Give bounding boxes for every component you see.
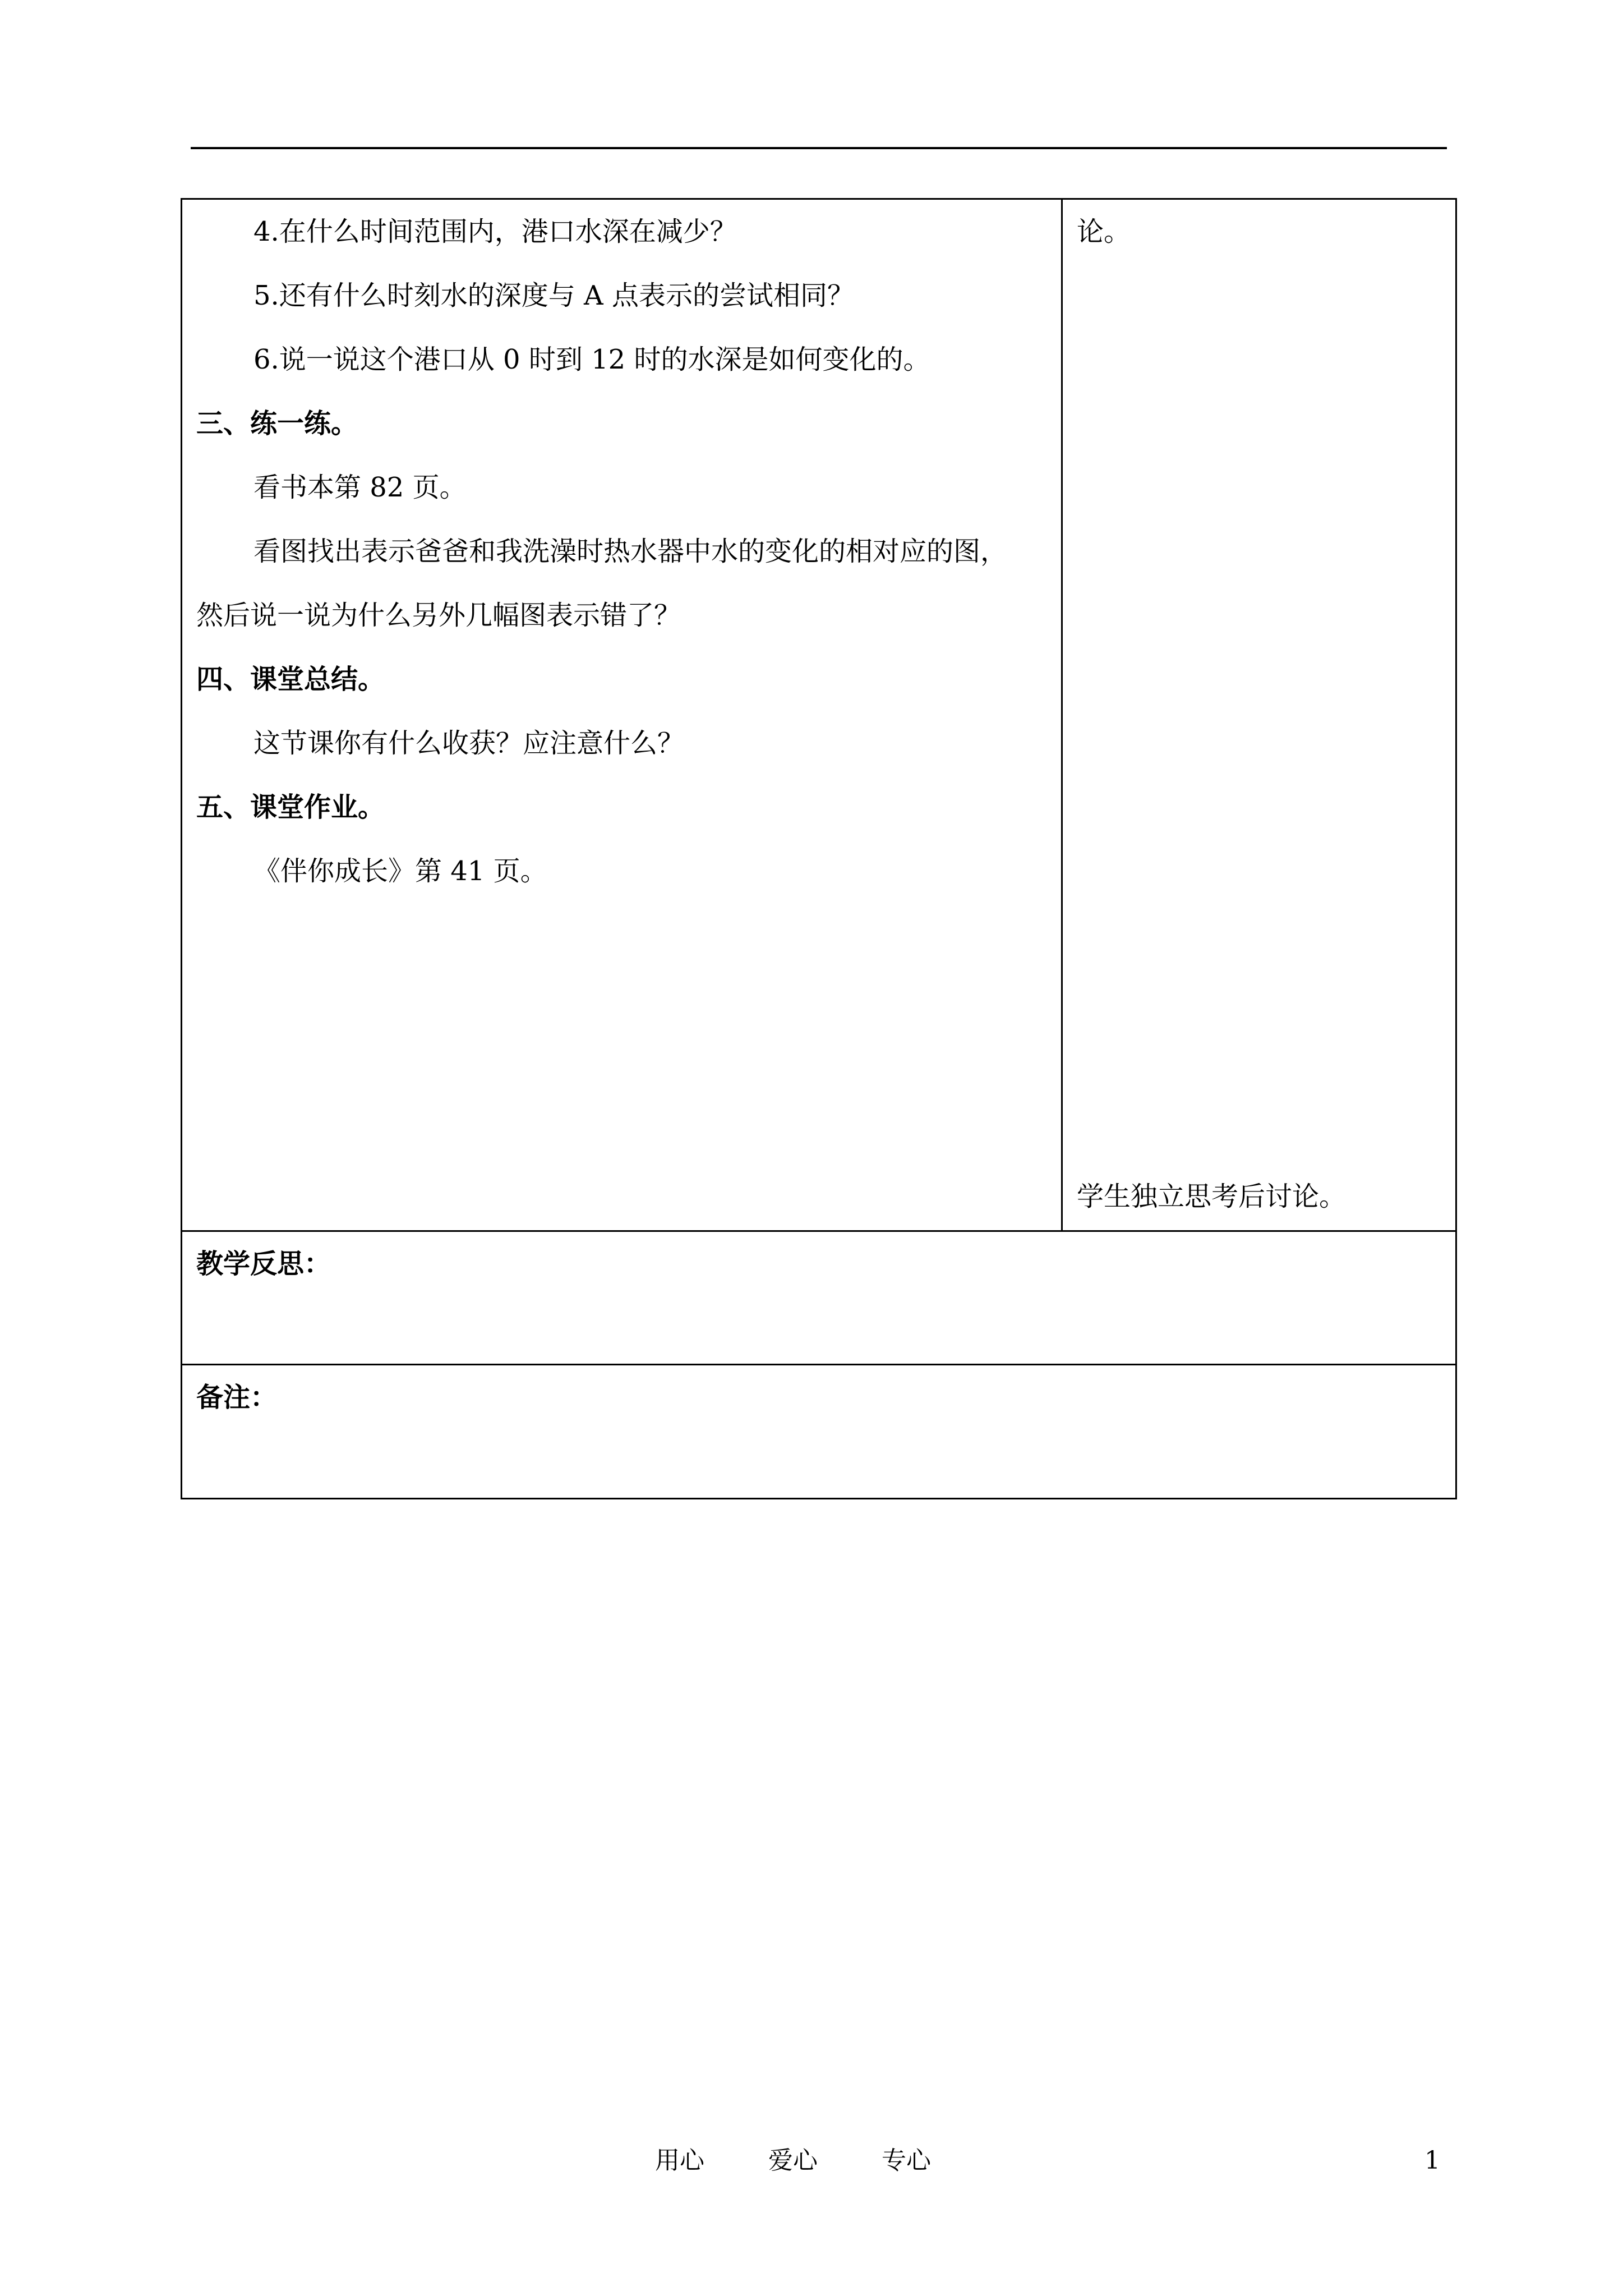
- reflection-label: 教学反思：: [196, 1248, 331, 1280]
- section-3-line-3: 然后说一说为什么另外几幅图表示错了？: [196, 600, 681, 631]
- side-note-bottom: 学生独立思考后讨论。: [1077, 1181, 1347, 1212]
- notes-label: 备注：: [196, 1382, 278, 1413]
- footer-motto-3: 专心: [882, 2146, 931, 2175]
- footer-motto-2: 爱心: [768, 2146, 818, 2175]
- side-note-top: 论。: [1077, 216, 1131, 247]
- section-3-heading: 三、练一练。: [196, 408, 358, 439]
- question-4: 4.在什么时间范围内，港口水深在减少？: [253, 216, 737, 247]
- question-5: 5.还有什么时刻水的深度与 A 点表示的尝试相同？: [253, 280, 854, 311]
- section-3-line-2: 看图找出表示爸爸和我洗澡时热水器中水的变化的相对应的图，: [253, 536, 1008, 567]
- row-divider-reflection: [181, 1230, 1457, 1232]
- section-4-line-1: 这节课你有什么收获？应注意什么？: [253, 728, 685, 759]
- row-divider-notes: [181, 1364, 1457, 1365]
- section-3-line-1: 看书本第 82 页。: [253, 472, 467, 503]
- column-divider: [1061, 198, 1063, 1230]
- lesson-table: [181, 198, 1457, 1499]
- footer-motto-1: 用心: [655, 2146, 704, 2175]
- question-6: 6.说一说这个港口从 0 时到 12 时的水深是如何变化的。: [253, 344, 930, 375]
- page-number: 1: [1424, 2146, 1440, 2175]
- header-rule: [191, 147, 1447, 149]
- section-5-heading: 五、课堂作业。: [196, 792, 385, 823]
- section-5-line-1: 《伴你成长》第 41 页。: [253, 855, 547, 887]
- section-4-heading: 四、课堂总结。: [196, 664, 385, 695]
